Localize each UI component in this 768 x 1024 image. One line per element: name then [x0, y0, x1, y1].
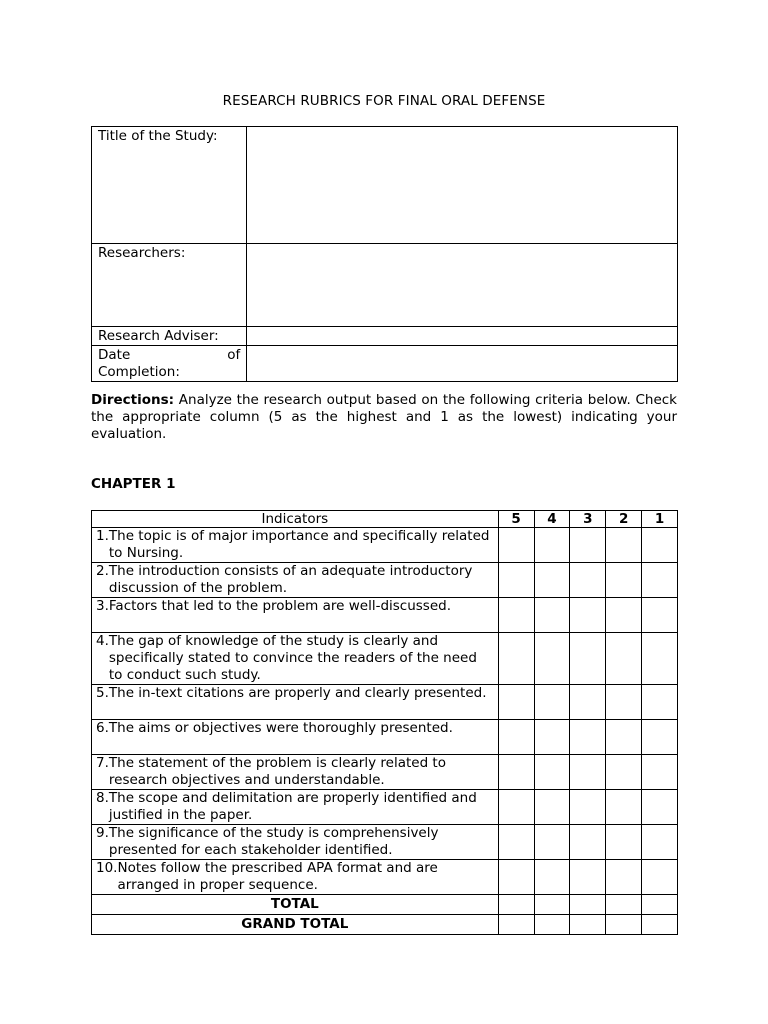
- indicator-description: The introduction consists of an adequate introductory discussion of the problem.: [108, 563, 473, 596]
- score-cell-3[interactable]: [570, 755, 606, 790]
- score-cell-1[interactable]: [642, 528, 678, 563]
- researchers-field[interactable]: [247, 244, 678, 327]
- directions-paragraph: [91, 392, 677, 443]
- indicator-number: 5.: [96, 685, 109, 701]
- score-cell-5[interactable]: [498, 528, 534, 563]
- directions-label: Directions:: [91, 392, 175, 408]
- score-cell-2[interactable]: [606, 720, 642, 755]
- score-cell-4[interactable]: [534, 563, 570, 598]
- grand-total-label: GRAND TOTAL: [92, 915, 499, 935]
- indicator-text: [92, 860, 499, 895]
- indicator-description: The aims or objectives were thoroughly presented.: [108, 720, 453, 736]
- score-cell-2[interactable]: [606, 598, 642, 633]
- study-info-table: [91, 126, 678, 382]
- indicator-number: 1.: [96, 528, 109, 544]
- score-cell-1[interactable]: [642, 633, 678, 685]
- indicator-row: [92, 755, 678, 790]
- indicator-row: [92, 563, 678, 598]
- score-cell-5[interactable]: [498, 825, 534, 860]
- score-cell-5[interactable]: [498, 790, 534, 825]
- date-label-word-1: Date: [98, 347, 131, 363]
- indicator-number: 2.: [96, 563, 109, 579]
- score-cell-2[interactable]: [606, 860, 642, 895]
- info-row-adviser: [92, 327, 678, 346]
- indicator-text: [92, 528, 499, 563]
- total-cell-2[interactable]: [606, 895, 642, 915]
- total-label: TOTAL: [92, 895, 499, 915]
- score-cell-1[interactable]: [642, 720, 678, 755]
- score-cell-2[interactable]: [606, 825, 642, 860]
- indicator-description: The gap of knowledge of the study is clearly and specifically stated to convince the readers of the need to conduct such study.: [108, 633, 477, 683]
- score-header-4: 4: [534, 511, 570, 528]
- score-cell-3[interactable]: [570, 563, 606, 598]
- info-row-date: [92, 346, 678, 382]
- score-cell-5[interactable]: [498, 860, 534, 895]
- score-header-3: 3: [570, 511, 606, 528]
- grand-total-cell-4[interactable]: [534, 915, 570, 935]
- indicators-header: Indicators: [92, 511, 499, 528]
- score-cell-3[interactable]: [570, 528, 606, 563]
- score-cell-2[interactable]: [606, 528, 642, 563]
- date-label-word-3: Completion:: [98, 364, 180, 380]
- indicator-number: 9.: [96, 825, 109, 841]
- score-header-1: 1: [642, 511, 678, 528]
- score-cell-1[interactable]: [642, 598, 678, 633]
- indicator-row: [92, 633, 678, 685]
- indicator-number: 8.: [96, 790, 109, 806]
- score-cell-4[interactable]: [534, 790, 570, 825]
- document-title: RESEARCH RUBRICS FOR FINAL ORAL DEFENSE: [222, 93, 546, 109]
- indicator-text: [92, 755, 499, 790]
- directions-text: Analyze the research output based on the following criteria below. Check the appropriate column (5 as the highest and 1 as the lowest) indicating your evaluation.: [91, 392, 677, 442]
- indicator-text: [92, 720, 499, 755]
- score-cell-2[interactable]: [606, 755, 642, 790]
- score-cell-3[interactable]: [570, 825, 606, 860]
- info-row-researchers: [92, 244, 678, 327]
- score-cell-1[interactable]: [642, 825, 678, 860]
- score-cell-3[interactable]: [570, 790, 606, 825]
- rubric-body: [92, 528, 678, 895]
- indicator-number: 6.: [96, 720, 109, 736]
- score-cell-3[interactable]: [570, 720, 606, 755]
- grand-total-cell-1[interactable]: [642, 915, 678, 935]
- title-field[interactable]: [247, 127, 678, 244]
- indicator-text: [92, 685, 499, 720]
- indicator-description: The significance of the study is comprehensively presented for each stakeholder identified.: [108, 825, 439, 858]
- score-cell-5[interactable]: [498, 563, 534, 598]
- score-cell-5[interactable]: [498, 685, 534, 720]
- indicator-row: [92, 790, 678, 825]
- score-cell-2[interactable]: [606, 633, 642, 685]
- indicator-number: 10.: [96, 860, 118, 876]
- indicator-row: [92, 720, 678, 755]
- indicator-text: [92, 563, 499, 598]
- score-cell-2[interactable]: [606, 685, 642, 720]
- rubric-table: [91, 510, 678, 935]
- total-cell-3[interactable]: [570, 895, 606, 915]
- indicator-number: 3.: [96, 598, 109, 614]
- score-cell-4[interactable]: [534, 598, 570, 633]
- score-cell-3[interactable]: [570, 860, 606, 895]
- grand-total-cell-3[interactable]: [570, 915, 606, 935]
- indicator-row: [92, 685, 678, 720]
- score-cell-1[interactable]: [642, 563, 678, 598]
- indicator-description: The scope and delimitation are properly identified and justified in the paper.: [108, 790, 477, 823]
- score-cell-3[interactable]: [570, 598, 606, 633]
- indicator-text: [92, 790, 499, 825]
- date-field[interactable]: [247, 346, 678, 382]
- indicator-text: [92, 825, 499, 860]
- score-cell-4[interactable]: [534, 633, 570, 685]
- score-cell-3[interactable]: [570, 633, 606, 685]
- indicator-text: [92, 633, 499, 685]
- date-label-word-2: of: [227, 347, 241, 363]
- indicator-description: Factors that led to the problem are well-discussed.: [108, 598, 452, 614]
- indicator-row: [92, 598, 678, 633]
- score-cell-5[interactable]: [498, 598, 534, 633]
- indicator-row: [92, 528, 678, 563]
- score-header-2: 2: [606, 511, 642, 528]
- indicator-text: [92, 598, 499, 633]
- score-cell-4[interactable]: [534, 720, 570, 755]
- indicator-row: [92, 860, 678, 895]
- score-header-5: 5: [498, 511, 534, 528]
- grand-total-cell-5[interactable]: [498, 915, 534, 935]
- score-cell-5[interactable]: [498, 755, 534, 790]
- score-cell-3[interactable]: [570, 685, 606, 720]
- title-label: Title of the Study:: [92, 127, 247, 244]
- score-cell-5[interactable]: [498, 720, 534, 755]
- indicator-description: The topic is of major importance and specifically related to Nursing.: [108, 528, 490, 561]
- indicator-number: 7.: [96, 755, 109, 771]
- score-cell-2[interactable]: [606, 790, 642, 825]
- score-cell-4[interactable]: [534, 755, 570, 790]
- rubric-header-row: [92, 511, 678, 528]
- adviser-field[interactable]: [247, 327, 678, 346]
- indicator-description: The statement of the problem is clearly related to research objectives and understandable.: [108, 755, 446, 788]
- indicator-row: [92, 825, 678, 860]
- date-label: [92, 346, 247, 382]
- total-row: [92, 895, 678, 915]
- score-cell-2[interactable]: [606, 563, 642, 598]
- researchers-label: Researchers:: [92, 244, 247, 327]
- score-cell-1[interactable]: [642, 755, 678, 790]
- score-cell-4[interactable]: [534, 825, 570, 860]
- score-cell-4[interactable]: [534, 685, 570, 720]
- grand-total-row: [92, 915, 678, 935]
- total-cell-1[interactable]: [642, 895, 678, 915]
- score-cell-1[interactable]: [642, 685, 678, 720]
- indicator-description: The in-text citations are properly and clearly presented.: [108, 685, 487, 701]
- score-cell-5[interactable]: [498, 633, 534, 685]
- info-row-title: [92, 127, 678, 244]
- indicator-description: Notes follow the prescribed APA format and are arranged in proper sequence.: [117, 860, 438, 893]
- score-cell-1[interactable]: [642, 790, 678, 825]
- chapter-heading: CHAPTER 1: [91, 476, 176, 492]
- score-cell-1[interactable]: [642, 860, 678, 895]
- total-cell-5[interactable]: [498, 895, 534, 915]
- score-cell-4[interactable]: [534, 528, 570, 563]
- indicator-number: 4.: [96, 633, 109, 649]
- adviser-label: Research Adviser:: [92, 327, 247, 346]
- total-cell-4[interactable]: [534, 895, 570, 915]
- score-cell-4[interactable]: [534, 860, 570, 895]
- grand-total-cell-2[interactable]: [606, 915, 642, 935]
